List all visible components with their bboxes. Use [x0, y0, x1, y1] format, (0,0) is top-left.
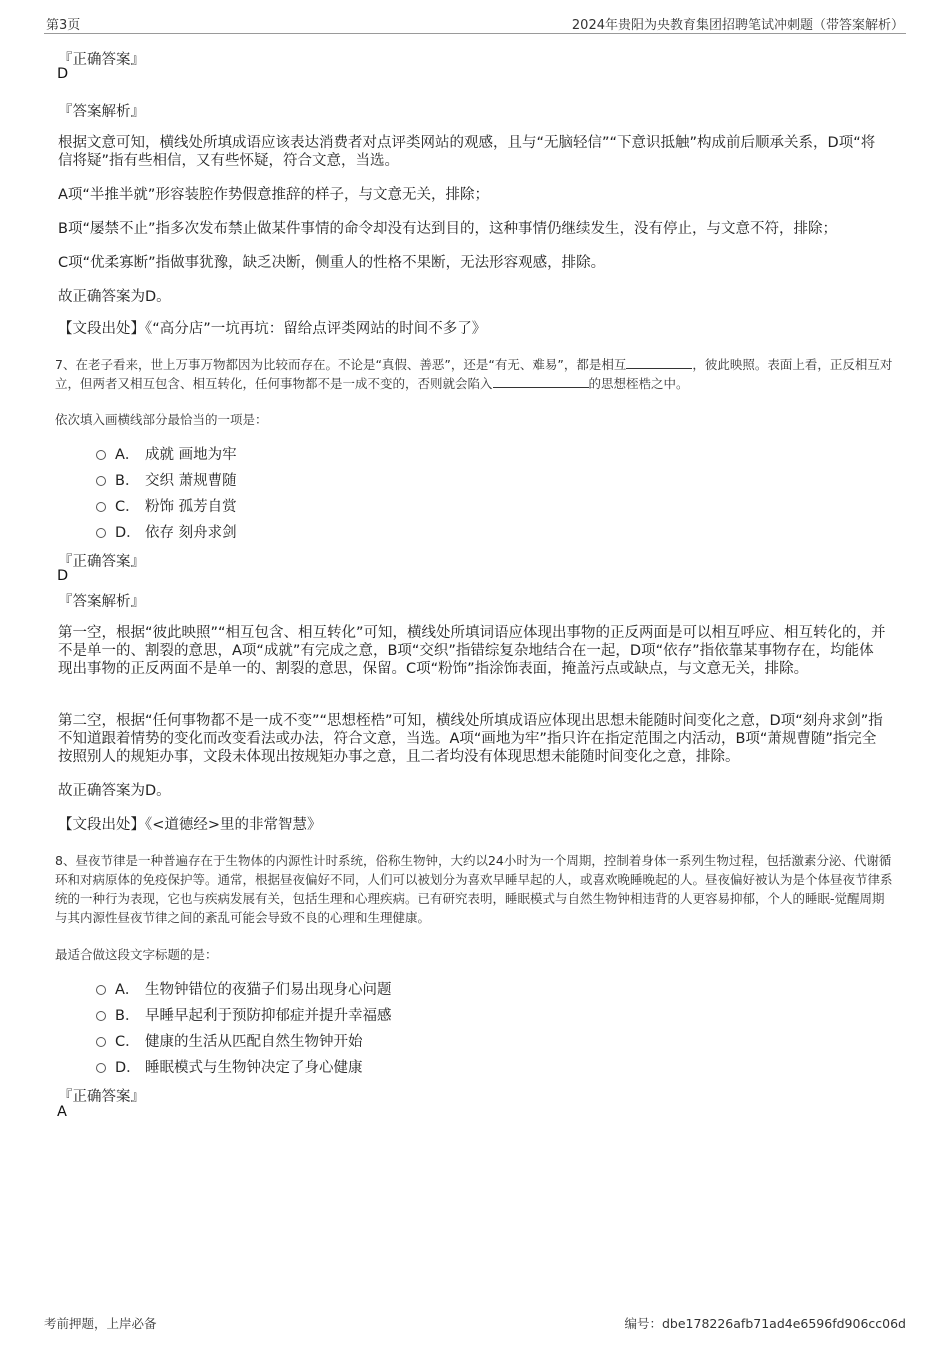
radio-icon[interactable] [96, 502, 106, 512]
q7-option-b[interactable] [96, 466, 237, 492]
q6-source: 【文段出处】《“高分店”一坑再坑：留给点评类网站的时间不多了》 [58, 321, 487, 337]
q7-blank-2 [493, 375, 589, 388]
q8-answer: A [57, 1104, 67, 1120]
option-letter: C． [115, 498, 140, 515]
q6-analysis-p3: B项“屡禁不止”指多次发布禁止做某件事情的命令却没有达到目的，这种事情仍继续发生，没有停止，与文意不符，排除； [58, 221, 837, 237]
option-letter: B． [115, 1007, 140, 1024]
q7-option-a[interactable] [96, 440, 237, 466]
q7-stem-part2: ，彼此映照。表面上看，正反相互对立，但两者又相互包含、相互转化，任何事物都不是一成不变的，否则就会陷入 [55, 357, 893, 391]
q8-stem: 8、昼夜节律是一种普遍存在于生物体的内源性计时系统，俗称生物钟，大约以24小时为一个周期，控制着身体一系列生物过程，包括激素分泌、代谢循环和对病原体的免疫保护等。通常，根据昼夜偏好不同，人们可以被划分为喜欢早睡早起的人，或喜欢晚睡晚起的人。昼夜偏好被认为是个体昼夜节律系统的一种行为表现，它也与疾病发展有关，包括生理和心理疾病。已有研究表明，睡眠模式与自然生物钟相违背的人更容易抑郁，个人的睡眠-觉醒周期与其内源性昼夜节律之间的紊乱可能会导致不良的心理和生理健康。 [55, 853, 893, 925]
q6-answer-label: 『正确答案』 [58, 52, 145, 68]
q7-answer: D [57, 568, 69, 584]
document-title: 2024年贵阳为央教育集团招聘笔试冲刺题（带答案解析） [571, 18, 904, 33]
q8-option-a[interactable] [96, 975, 392, 1001]
option-text: 健康的生活从匹配自然生物钟开始 [145, 1033, 363, 1050]
radio-icon[interactable] [96, 1063, 106, 1073]
q6-answer: D [57, 66, 69, 82]
radio-icon[interactable] [96, 1011, 106, 1021]
footer-serial: 编号：dbe178226afb71ad4e6596fd906cc06d [624, 1316, 906, 1331]
option-text: 成就 画地为牢 [145, 446, 237, 463]
option-text: 依存 刻舟求剑 [145, 524, 237, 541]
option-letter: A． [115, 446, 140, 463]
q8-option-d[interactable] [96, 1053, 392, 1079]
q8-answer-label: 『正确答案』 [58, 1089, 145, 1105]
q7-analysis-p3: 故正确答案为D。 [58, 783, 171, 799]
q8-options [96, 975, 392, 1079]
option-text: 粉饰 孤芳自赏 [145, 498, 237, 515]
q7-blank-1 [626, 356, 692, 369]
q7-prompt: 依次填入画横线部分最恰当的一项是： [55, 412, 268, 427]
q7-stem [55, 355, 893, 393]
option-text: 早睡早起利于预防抑郁症并提升幸福感 [145, 1007, 392, 1024]
q7-source: 【文段出处】《<道德经>里的非常智慧》 [58, 817, 322, 833]
q7-stem-part1: 7、在老子看来，世上万事万物都因为比较而存在。不论是“真假、善恶”，还是“有无、难易”，都是相互 [55, 357, 627, 372]
option-letter: A． [115, 981, 140, 998]
radio-icon[interactable] [96, 476, 106, 486]
q6-analysis-p1: 根据文意可知，横线处所填成语应该表达消费者对点评类网站的观感，且与“无脑轻信”“下意识抵触”构成前后顺承关系，D项“将信将疑”指有些相信，又有些怀疑，符合文意，当选。 [58, 135, 876, 169]
q7-stem-part3: 的思想桎梏之中。 [588, 376, 689, 391]
q7-analysis-label: 『答案解析』 [58, 594, 145, 610]
q7-option-d[interactable] [96, 518, 237, 544]
q7-answer-label: 『正确答案』 [58, 554, 145, 570]
q7-analysis-p1: 第一空，根据“彼此映照”“相互包含、相互转化”可知，横线处所填词语应体现出事物的正反两面是可以相互呼应、相互转化的，并不是单一的、割裂的意思，A项“成就”有完成之意，B项“交织”指错综复杂地结合在一起，D项“依存”指依靠某事物存在，均能体现出事物的正反两面不是单一的、割裂的意思，保留。C项“粉饰”指涂饰表面，掩盖污点或缺点，与文意无关，排除。 [58, 625, 886, 677]
radio-icon[interactable] [96, 1037, 106, 1047]
q7-option-c[interactable] [96, 492, 237, 518]
q6-analysis-p2: A项“半推半就”形容装腔作势假意推辞的样子，与文意无关，排除； [58, 187, 489, 203]
q8-option-c[interactable] [96, 1027, 392, 1053]
q6-analysis-p5: 故正确答案为D。 [58, 289, 171, 305]
q7-analysis-p2: 第二空，根据“任何事物都不是一成不变”“思想桎梏”可知，横线处所填成语应体现出思想未能随时间变化之意，D项“刻舟求剑”指不知道跟着情势的变化而改变看法或办法，符合文意，当选。A项“画地为牢”指只许在指定范围之内活动，B项“萧规曹随”指完全按照别人的规矩办事，文段未体现出按规矩办事之意，且二者均没有体现思想未能随时间变化之意，排除。 [58, 713, 883, 765]
radio-icon[interactable] [96, 528, 106, 538]
option-text: 交织 萧规曹随 [145, 472, 237, 489]
q8-prompt: 最适合做这段文字标题的是： [55, 947, 218, 962]
option-letter: B． [115, 472, 140, 489]
option-text: 睡眠模式与生物钟决定了身心健康 [145, 1059, 363, 1076]
option-letter: C． [115, 1033, 140, 1050]
option-text: 生物钟错位的夜猫子们易出现身心问题 [145, 981, 392, 998]
q7-options [96, 440, 237, 544]
option-letter: D． [115, 524, 141, 541]
footer-slogan: 考前押题，上岸必备 [44, 1316, 157, 1331]
radio-icon[interactable] [96, 985, 106, 995]
q6-analysis-label: 『答案解析』 [58, 104, 145, 120]
page-header [44, 12, 906, 34]
radio-icon[interactable] [96, 450, 106, 460]
page-number: 第3页 [46, 18, 81, 33]
q8-option-b[interactable] [96, 1001, 392, 1027]
option-letter: D． [115, 1059, 141, 1076]
q6-analysis-p4: C项“优柔寡断”指做事犹豫，缺乏决断，侧重人的性格不果断，无法形容观感，排除。 [58, 255, 606, 271]
